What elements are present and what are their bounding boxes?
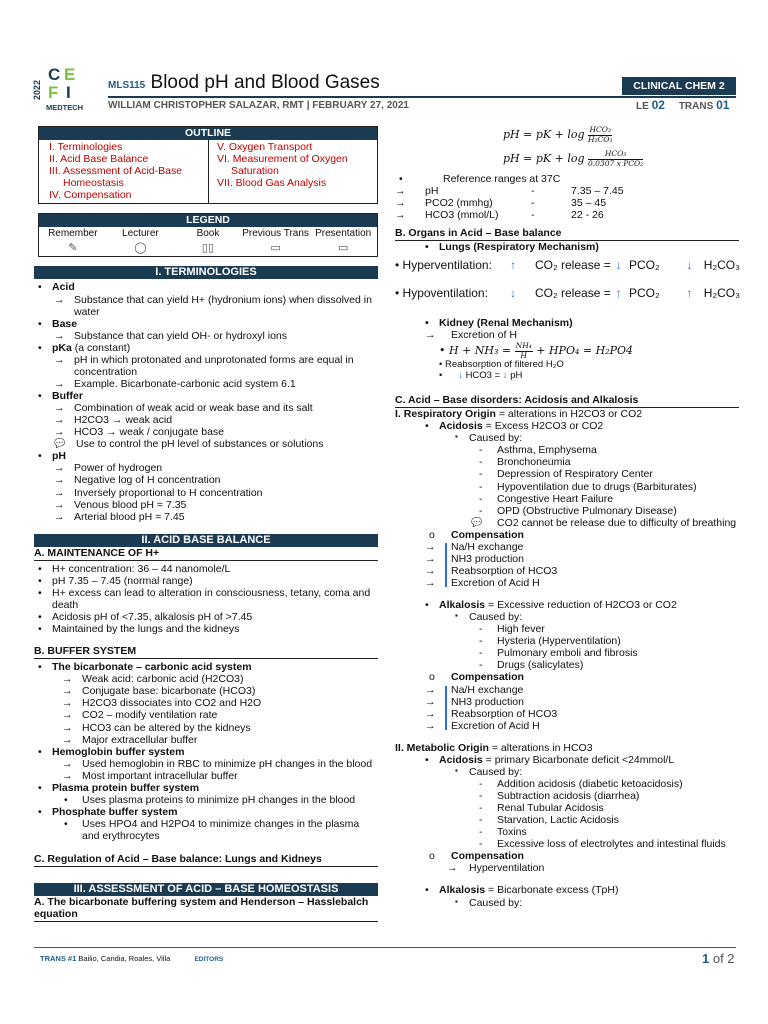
compensation-list-1: → Na/H exchange → NH3 production → Reabsorption of HCO3 → Excretion of Acid H [395, 541, 740, 589]
subject-badge: CLINICAL CHEM 2 [622, 77, 736, 95]
book-icon: ▯▯ [201, 241, 215, 254]
pin-icon: ✎ [68, 241, 78, 254]
legend-lecturer: Lecturer [122, 228, 159, 240]
footer-credits: TRANS #1 Bailio, Candia, Roales, Villa EDITORS [40, 954, 224, 963]
compensation-label: o Compensation [395, 529, 740, 541]
footer-divider [34, 947, 736, 948]
outline-box [38, 126, 378, 204]
svg-text:E: E [64, 65, 76, 84]
kidney-excretion: → Excretion of H [395, 329, 740, 341]
section-terminologies: I. TERMINOLOGIES [34, 266, 378, 279]
ref-row-hco3: → HCO3 (mmol/L) - 22 - 26 [395, 208, 604, 221]
svg-text:2022: 2022 [32, 79, 42, 100]
svg-text:F: F [48, 83, 59, 102]
regulation-heading: C. Regulation of Acid – Base balance: Lungs and Kidneys [34, 853, 378, 867]
met-acidosis: • Acidosis = primary Bicarbonate deficit <24mmol/L [395, 754, 740, 766]
outline-item: VII. Blood Gas Analysis [217, 177, 327, 190]
speech-bubble-icon: ◯ [134, 241, 147, 254]
organs-heading: B. Organs in Acid – Base balance [395, 227, 739, 241]
legend-remember: Remember [48, 228, 98, 240]
course-code: MLS115 [108, 80, 146, 91]
arrow-up-icon: ↑ [615, 285, 622, 300]
compensation-list-2: → Na/H exchange → NH3 production → Reabsorption of HCO3 → Excretion of Acid H [395, 684, 740, 732]
arrow-up-icon: ↑ [510, 257, 517, 272]
hyperventilation-row: • Hyperventilation: ↑ CO₂ release = ↓ PCO₂ ↓ H₂CO₃ [395, 257, 740, 272]
outline-item: IV. Compensation [49, 189, 132, 202]
page-number: 1 of 2 [702, 951, 735, 966]
lecture-trans-number: LE 02 TRANS 01 [636, 98, 730, 112]
respiratory-origin: I. Respiratory Origin = alterations in H2CO3 or CO2 [395, 408, 643, 421]
metabolic-origin: II. Metabolic Origin = alterations in HCO3 [395, 741, 593, 754]
ref-title: • Reference ranges at 37C [395, 173, 740, 185]
lecturer-date: WILLIAM CHRISTOPHER SALAZAR, RMT | FEBRUARY 27, 2021 [108, 100, 409, 111]
legend-presentation: Presentation [315, 228, 372, 240]
disorders-heading: C. Acid – Base disorders: Acidosis and Alkalosis [395, 394, 739, 408]
svg-text:C: C [48, 65, 61, 84]
arrow-down-icon: ↓ [502, 370, 508, 382]
henderson-equation-1: pH = pK + log $\frac{\text{HCO₃}}{\text{H₂CO₃}}$ [503, 125, 613, 144]
buffer-system-list: • The bicarbonate – carbonic acid system → Weak acid: carbonic acid (H2CO3) → Conjugate base: bicarbonate (HCO3) → H2CO3 dissociates into CO2 and H2O → CO2 – modify ventilation rate → HCO3 can be altered by the kidneys → Major extracellular buffer • Hemoglobin buffer system → Used hemoglobin in RBC to minimize pH changes in the blood → Most important intracellular buffer • Plasma protein buffer system • Uses plasma proteins to minimize pH changes in the blood • Phosphate buffer system • Uses HPO4 and H2PO4 to minimize changes in the plasma and erythrocytes [34, 661, 379, 842]
left-column [34, 126, 379, 922]
monitor-icon: ▭ [337, 241, 349, 254]
svg-text:I: I [66, 83, 71, 102]
terminologies-list: • Acid → Substance that can yield H+ (hydronium ions) when dissolved in water • Base → Substance that can yield OH- or hydroxyl ions • pKa (a constant) → pH in which protonated and unprotonated forms are equal in concentration → Example. Bicarbonate-carbonic acid system 6.1 • Buffer → Combination of weak acid or weak base and its salt → H2CO3 → weak acid → HCO3 → weak / conjugate base 💬 Use to control the pH level of substances or solutions • pH → Power of hydrogen → Negative log of H concentration → Inversely proportional to H concentration → Venous blood pH = 7.35 → Arterial blood pH = 7.45 [34, 281, 379, 522]
resp-alkalosis: • Alkalosis = Excessive reduction of H2CO3 or CO2 [395, 599, 740, 611]
resp-acidosis: • Acidosis = Excess H2CO3 or CO2 [395, 420, 740, 432]
outline-item: V. Oxygen Transport [217, 141, 313, 153]
lungs-item: • Lungs (Respiratory Mechanism) [395, 241, 740, 253]
legend-previous-trans: Previous Trans [242, 228, 309, 240]
buffer-system-heading: B. BUFFER SYSTEM [34, 645, 378, 659]
title-text: Blood pH and Blood Gases [150, 72, 380, 93]
cefi-medtech-logo [34, 60, 92, 116]
ref-row-ph: → pH - 7.35 – 7.45 [395, 184, 624, 197]
outline-title: OUTLINE [39, 127, 377, 140]
outline-item: III. Assessment of Acid-Base Homeostasis [49, 165, 183, 190]
section-assessment: III. ASSESSMENT OF ACID – BASE HOMEOSTASIS [34, 883, 378, 896]
outline-item: II. Acid Base Balance [49, 153, 149, 166]
section-acid-base-balance: II. ACID BASE BALANCE [34, 534, 378, 547]
legend-title: LEGEND [39, 214, 377, 227]
reabsorption-note: • Reabsorption of filtered H₂O [439, 359, 564, 371]
kidney-equation: • H + NH₃ = $\frac{\text{NH₄}}{H}$ + HPO₄ = H₂PO4 [439, 341, 634, 360]
arrow-down-icon: ↓ [615, 257, 622, 272]
document-title [108, 72, 380, 94]
legend-book: Book [196, 228, 220, 240]
document-icon: ▭ [270, 241, 281, 254]
legend-box [38, 213, 378, 257]
header-divider [108, 96, 736, 98]
arrow-up-icon: ↑ [686, 285, 693, 300]
arrow-down-icon: ↓ [458, 370, 463, 382]
maintenance-list: • H+ concentration: 36 – 44 nanomole/L • pH 7.35 – 7.45 (normal range) • H+ excess can lead to alteration in consciousness, tetany, coma and death • Acidosis pH of <7.35, alkalosis pH of >7.45 • Maintained by the lungs and the kidneys [34, 563, 379, 635]
right-column: pH = pK + log $\frac{\text{HCO₃}}{\text{H₂CO₃}}$ pH = pK + log $\frac{\text{HCO₃}}{\text{0.0307 x PCO₂}}$ • Reference ranges at 37C → pH - 7.35 – 7.45 → PCO2 (mmhg) - 35 – 45 → HCO3 (mmol/L) - 22 - 26 B. Organs in Acid – Base balance • Lungs (Respiratory Mechanism) • Hyperventilation: ↑ CO₂ release = ↓ PCO₂ ↓ H₂CO₃ • Hypoventilation: ↓ CO₂ release = ↑ PCO₂ ↑ H₂CO₃ • Kidney (Renal Mechanism) → Excretion of H • H + NH₃ = $\frac{\text{NH₄}}{H}$ + HPO₄ = H₂PO4 • Reabsorption of filtered H₂O • ↓ HCO3 = ↓ pH C. Acid – Base disorders: Acidosis and Alkalosis I. Respiratory Origin = alterations in H2CO3 or CO2 • Acidosis = Excess H2CO3 or CO2 ▪ Caused by: - Asthma, Emphysema - Bronchoneumia - Depression of Respiratory Center - Hypoventilation due to drugs (Barbiturates) - Congestive Heart Failure - OPD (Obstructive Pulmonary Disease) 💬 CO2 cannot be release due to difficulty of breathing o Compensation → Na/H exchange → NH3 production → Reabsorption of HCO3 → Excretion of Acid H • Alkalosis = Excessive reduction of H2CO3 or CO2 ▪ Caused by: - High fever - Hysteria (Hyperventilation) - Pulmonary emboli and fibrosis - Drugs (salicylates) o Compensation → Na/H exchange → NH3 production → Reabsorption of HCO3 → Excretion of Acid H II. Metabolic Origin = alterations in HCO3 • Acidosis = primary Bicarbonate deficit <24mmol/L ▪ Caused by: - Addition acidosis (diabetic ketoacidosis) - Subtraction acidosis (diarrhea) - Renal Tubular Acidosis - Starvation, Lactic Acidosis - Toxins - Excessive loss of electrolytes and intestinal fluids o Compensation → Hyperventilation • Alkalosis = Bicarbonate excess (TpH) ▪ Caused by: [395, 126, 740, 909]
kidney-item: • Kidney (Renal Mechanism) [395, 317, 740, 329]
maintenance-heading: A. MAINTENANCE OF H+ [34, 547, 378, 561]
outline-item: VI. Measurement of Oxygen Saturation [217, 153, 348, 178]
outline-item: I. Terminologies [49, 141, 123, 153]
hypoventilation-row: • Hypoventilation: ↓ CO₂ release = ↑ PCO₂ ↑ H₂CO₃ [395, 285, 740, 300]
hco3-ph-relation: • ↓ HCO3 = ↓ pH [439, 370, 523, 382]
reference-ranges [395, 173, 740, 221]
arrow-down-icon: ↓ [686, 257, 693, 272]
henderson-heading: A. The bicarbonate buffering system and Henderson – Hasslebalch equation [34, 896, 378, 922]
svg-text:MEDTECH: MEDTECH [46, 103, 84, 112]
met-alkalosis: • Alkalosis = Bicarbonate excess (TpH) [395, 884, 740, 896]
henderson-equation-2: pH = pK + log $\frac{\text{HCO₃}}{\text{0.0307 x PCO₂}}$ [503, 149, 644, 168]
arrow-down-icon: ↓ [510, 285, 517, 300]
ref-row-pco2: → PCO2 (mmhg) - 35 – 45 [395, 196, 607, 209]
